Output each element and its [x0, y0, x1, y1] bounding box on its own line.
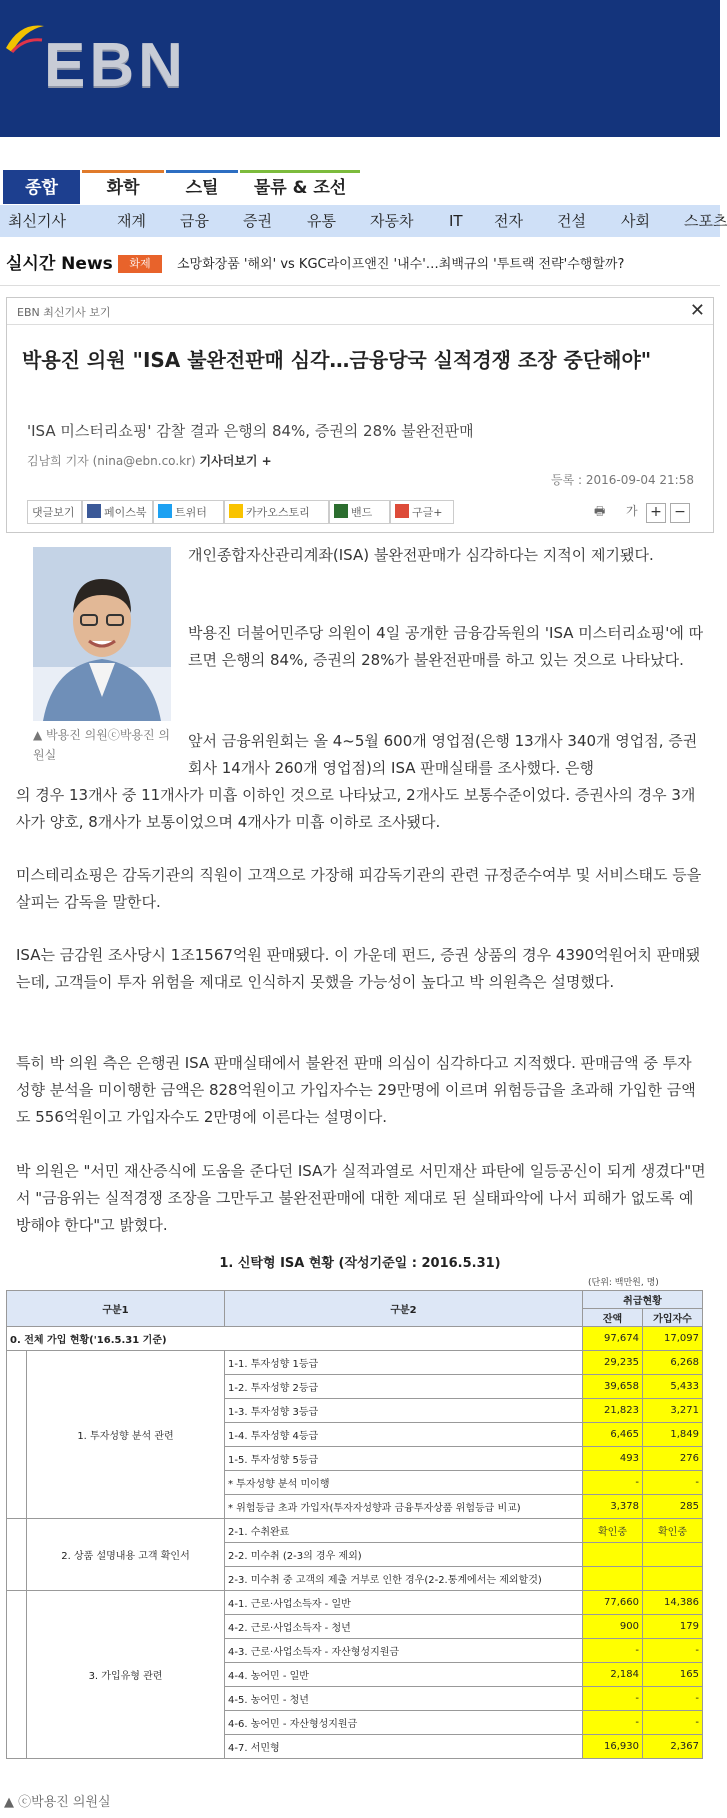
- row-amount: 29,235: [583, 1351, 643, 1375]
- article-subtitle: 'ISA 미스터리쇼핑' 감찰 결과 은행의 84%, 증권의 28% 불완전판매: [27, 422, 474, 440]
- comments-button[interactable]: [27, 500, 82, 524]
- googleplus-button[interactable]: [390, 500, 454, 524]
- comments-label: 댓글보기: [32, 506, 75, 519]
- table-row: [7, 1591, 703, 1615]
- row-amount: 16,930: [583, 1735, 643, 1759]
- divider: [7, 324, 713, 325]
- row-amount: 6,465: [583, 1423, 643, 1447]
- article-paragraph-1: 개인종합자산관리계좌(ISA) 불완전판매가 심각하다는 지적이 제기됐다.: [188, 546, 654, 564]
- sub-navigation: [0, 205, 727, 237]
- row-label: * 투자성향 분석 미이행: [225, 1471, 583, 1495]
- table-row: [7, 1351, 703, 1375]
- row-label: * 위험등급 초과 가입자(투자자성향과 금융투자상품 위험등급 비교): [225, 1495, 583, 1519]
- row-count: [643, 1543, 703, 1567]
- subnav-item-latest[interactable]: 최신기사: [8, 212, 66, 230]
- row-label: 1-1. 투자성향 1등급: [225, 1351, 583, 1375]
- row-count: 2,367: [643, 1735, 703, 1759]
- more-articles-link[interactable]: 기사더보기 +: [199, 454, 272, 468]
- article-paragraph-2: 박용진 더불어민주당 의원이 4일 공개한 금융감독원의 'ISA 미스터리쇼핑'에 따르면 은행의 84%, 증권의 28%가 불완전판매를 하고 있는 것으로 나타났다.: [188, 624, 704, 669]
- article-paragraph-6: 특히 박 의원 측은 은행권 ISA 판매실태에서 불완전 판매 의심이 심각하다고 지적했다. 판매금액 중 투자성향 분석을 미이행한 금액은 828억원이고 가입자수는 29만명에 이르며 위험등급을 초과해 가입한 금액도 556억원이고 가입자수도 2만명에 이른다는 설명이다.: [16, 1054, 696, 1126]
- group-subscription-type: [7, 1591, 703, 1759]
- row-label: 1-2. 투자성향 2등급: [225, 1375, 583, 1399]
- row-count: 5,433: [643, 1375, 703, 1399]
- row-amount: 77,660: [583, 1591, 643, 1615]
- row-count: 285: [643, 1495, 703, 1519]
- close-icon[interactable]: ✕: [689, 300, 705, 321]
- header-category2: 구분2: [225, 1291, 583, 1327]
- article-header-box: [6, 297, 714, 533]
- row-count: [643, 1567, 703, 1591]
- row-amount: [583, 1543, 643, 1567]
- site-header: [0, 0, 720, 137]
- tab-steel[interactable]: 스틸: [166, 170, 238, 204]
- tab-logistics[interactable]: 물류 & 조선: [240, 170, 360, 204]
- article-byline: [27, 452, 272, 469]
- facebook-button[interactable]: [82, 500, 153, 524]
- kakaostory-icon: [229, 504, 243, 518]
- font-decrease-button[interactable]: −: [670, 503, 690, 523]
- subnav-item-securities[interactable]: 증권: [243, 212, 272, 230]
- googleplus-icon: [395, 504, 409, 518]
- article-paragraph-3a: 앞서 금융위원회는 올 4~5월 600개 영업점(은행 13개사 340개 영업점, 증권회사 14개사 260개 영업점)의 ISA 판매실태를 조사했다. 은행: [188, 732, 698, 777]
- row-amount: 3,378: [583, 1495, 643, 1519]
- table-row: [7, 1519, 703, 1543]
- row-count: 165: [643, 1663, 703, 1687]
- tab-general[interactable]: 종합: [3, 170, 80, 204]
- total-count: 17,097: [643, 1327, 703, 1351]
- row-amount: -: [583, 1639, 643, 1663]
- band-label: 밴드: [351, 506, 373, 519]
- row-label: 4-2. 근로·사업소득자 - 청년: [225, 1615, 583, 1639]
- article-paragraph-4: 미스테리쇼핑은 감독기관의 직원이 고객으로 가장해 피감독기관의 관련 규정준수여부 및 서비스태도 등을 살피는 감독을 말한다.: [16, 866, 702, 911]
- facebook-icon: [87, 504, 101, 518]
- logo-swoosh-icon: [2, 18, 48, 62]
- realtime-news-bar: [0, 241, 720, 286]
- row-count: 179: [643, 1615, 703, 1639]
- header-subscribers: 가입자수: [643, 1309, 703, 1327]
- band-button[interactable]: [329, 500, 390, 524]
- row-label: 2-2. 미수취 (2-3의 경우 제외): [225, 1543, 583, 1567]
- header-category1: 구분1: [7, 1291, 225, 1327]
- row-amount: 493: [583, 1447, 643, 1471]
- politician-photo: [33, 547, 171, 721]
- row-count: -: [643, 1711, 703, 1735]
- row-label: 1-5. 투자성향 5등급: [225, 1447, 583, 1471]
- row-amount: 2,184: [583, 1663, 643, 1687]
- row-amount: 900: [583, 1615, 643, 1639]
- row-count: 6,268: [643, 1351, 703, 1375]
- row-label: 1-4. 투자성향 4등급: [225, 1423, 583, 1447]
- row-count: 276: [643, 1447, 703, 1471]
- subnav-item-sports[interactable]: 스포츠: [684, 212, 727, 230]
- subnav-item-auto[interactable]: 자동차: [370, 212, 414, 230]
- row-amount: 39,658: [583, 1375, 643, 1399]
- group-product-confirmation: [7, 1519, 703, 1591]
- subnav-item-it[interactable]: IT: [449, 212, 463, 230]
- site-logo[interactable]: EBN: [44, 31, 187, 100]
- row-label: 1-3. 투자성향 3등급: [225, 1399, 583, 1423]
- author: 김남희 기자 (nina@ebn.co.kr): [27, 454, 196, 468]
- tab-chemical[interactable]: 화학: [82, 170, 164, 204]
- article-paragraph-7: 박 의원은 "서민 재산증식에 도움을 준다던 ISA가 실적과열로 서민재산 파탄에 일등공신이 되게 생겼다"면서 "금융위는 실적경쟁 조장을 그만두고 불완전판매에 대한 제대로 된 실태파악에 나서 피해가 없도록 예방해야 한다"고 밝혔다.: [16, 1162, 706, 1234]
- row-count: -: [643, 1639, 703, 1663]
- row-amount: [583, 1567, 643, 1591]
- row-label: 4-4. 농어민 - 일반: [225, 1663, 583, 1687]
- row-label: 4-3. 근로·사업소득자 - 자산형성지원금: [225, 1639, 583, 1663]
- table-unit: (단위: 백만원, 명): [588, 1278, 659, 1288]
- row-count: -: [643, 1687, 703, 1711]
- header-status: 취급현황: [583, 1291, 703, 1309]
- subnav-item-electronics[interactable]: 전자: [494, 212, 523, 230]
- row-amount: 확인중: [583, 1519, 643, 1543]
- row-amount: -: [583, 1471, 643, 1495]
- kakaostory-button[interactable]: [224, 500, 329, 524]
- row-amount: -: [583, 1711, 643, 1735]
- font-increase-button[interactable]: +: [646, 503, 666, 523]
- googleplus-label: 구글+: [412, 506, 443, 519]
- realtime-label: 실시간 News: [6, 254, 113, 274]
- table-caption: ▲ ⓒ박용진 의원실: [4, 1795, 111, 1810]
- main-tabs: [0, 170, 720, 203]
- total-amount: 97,674: [583, 1327, 643, 1351]
- row-amount: 21,823: [583, 1399, 643, 1423]
- row-label: 4-1. 근로·사업소득자 - 일반: [225, 1591, 583, 1615]
- row-label: 4-6. 농어민 - 자산형성지원금: [225, 1711, 583, 1735]
- table-title: 1. 신탁형 ISA 현황 (작성기준일 : 2016.5.31): [219, 1256, 501, 1271]
- realtime-badge: 화제: [118, 255, 162, 273]
- photo-caption: ▲ 박용진 의원ⓒ박용진 의원실: [33, 728, 171, 762]
- subnav-item-retail[interactable]: 유통: [307, 212, 336, 230]
- kakaostory-label: 카카오스토리: [246, 506, 310, 519]
- row-label: 2-3. 미수취 중 고객의 제출 거부로 인한 경우(2-2.통계에서는 제외할것): [225, 1567, 583, 1591]
- group-name: 1. 투자성향 분석 관련: [27, 1351, 225, 1519]
- row-amount: -: [583, 1687, 643, 1711]
- row-label: 4-5. 농어민 - 청년: [225, 1687, 583, 1711]
- total-label: 0. 전체 가입 현황('16.5.31 기준): [7, 1327, 583, 1351]
- band-icon: [334, 504, 348, 518]
- subnav-item-society[interactable]: 사회: [621, 212, 650, 230]
- group-name: 3. 가입유형 관련: [27, 1591, 225, 1759]
- article-title: 박용진 의원 "ISA 불완전판매 심각…금융당국 실적경쟁 조장 중단해야": [22, 348, 652, 372]
- subnav-item-finance[interactable]: 금융: [180, 212, 209, 230]
- font-size-label: 가: [626, 504, 638, 518]
- subnav-item-construction[interactable]: 건설: [557, 212, 586, 230]
- twitter-button[interactable]: [153, 500, 224, 524]
- header-balance: 잔액: [583, 1309, 643, 1327]
- row-count: 1,849: [643, 1423, 703, 1447]
- print-icon[interactable]: 🖶: [594, 504, 606, 518]
- row-label: 4-7. 서민형: [225, 1735, 583, 1759]
- row-count: -: [643, 1471, 703, 1495]
- row-count: 3,271: [643, 1399, 703, 1423]
- facebook-label: 페이스북: [104, 506, 147, 519]
- article-date: 등록 : 2016-09-04 21:58: [551, 473, 694, 487]
- subnav-item-business[interactable]: 재계: [117, 212, 146, 230]
- twitter-icon: [158, 504, 172, 518]
- latest-news-crumb[interactable]: EBN 최신기사 보기: [17, 306, 111, 319]
- article-paragraph-5: ISA는 금감원 조사당시 1조1567억원 판매됐다. 이 가운데 펀드, 증권 상품의 경우 4390억원어치 판매됐는데, 고객들이 투자 위험을 제대로 인식하지 못했을 가능성이 높다고 박 의원측은 설명했다.: [16, 946, 701, 991]
- realtime-headline[interactable]: 소망화장품 '해외' vs KGC라이프앤진 '내수'…최백규의 '투트랙 전략'수행할까?: [177, 257, 625, 272]
- isa-table: [6, 1290, 703, 1759]
- article-paragraph-3b: 의 경우 13개사 중 11개사가 미흡 이하인 것으로 나타났고, 2개사도 보통수준이었다. 증권사의 경우 3개사가 양호, 8개사가 보통이었으며 4개사가 미흡 이하로 조사됐다.: [16, 786, 696, 831]
- twitter-label: 트위터: [175, 506, 207, 519]
- group-name: 2. 상품 설명내용 고객 확인서: [27, 1519, 225, 1591]
- row-label: 2-1. 수취완료: [225, 1519, 583, 1543]
- row-count: 확인중: [643, 1519, 703, 1543]
- row-count: 14,386: [643, 1591, 703, 1615]
- portrait-image: [33, 547, 171, 721]
- group-investment-profile: [7, 1351, 703, 1519]
